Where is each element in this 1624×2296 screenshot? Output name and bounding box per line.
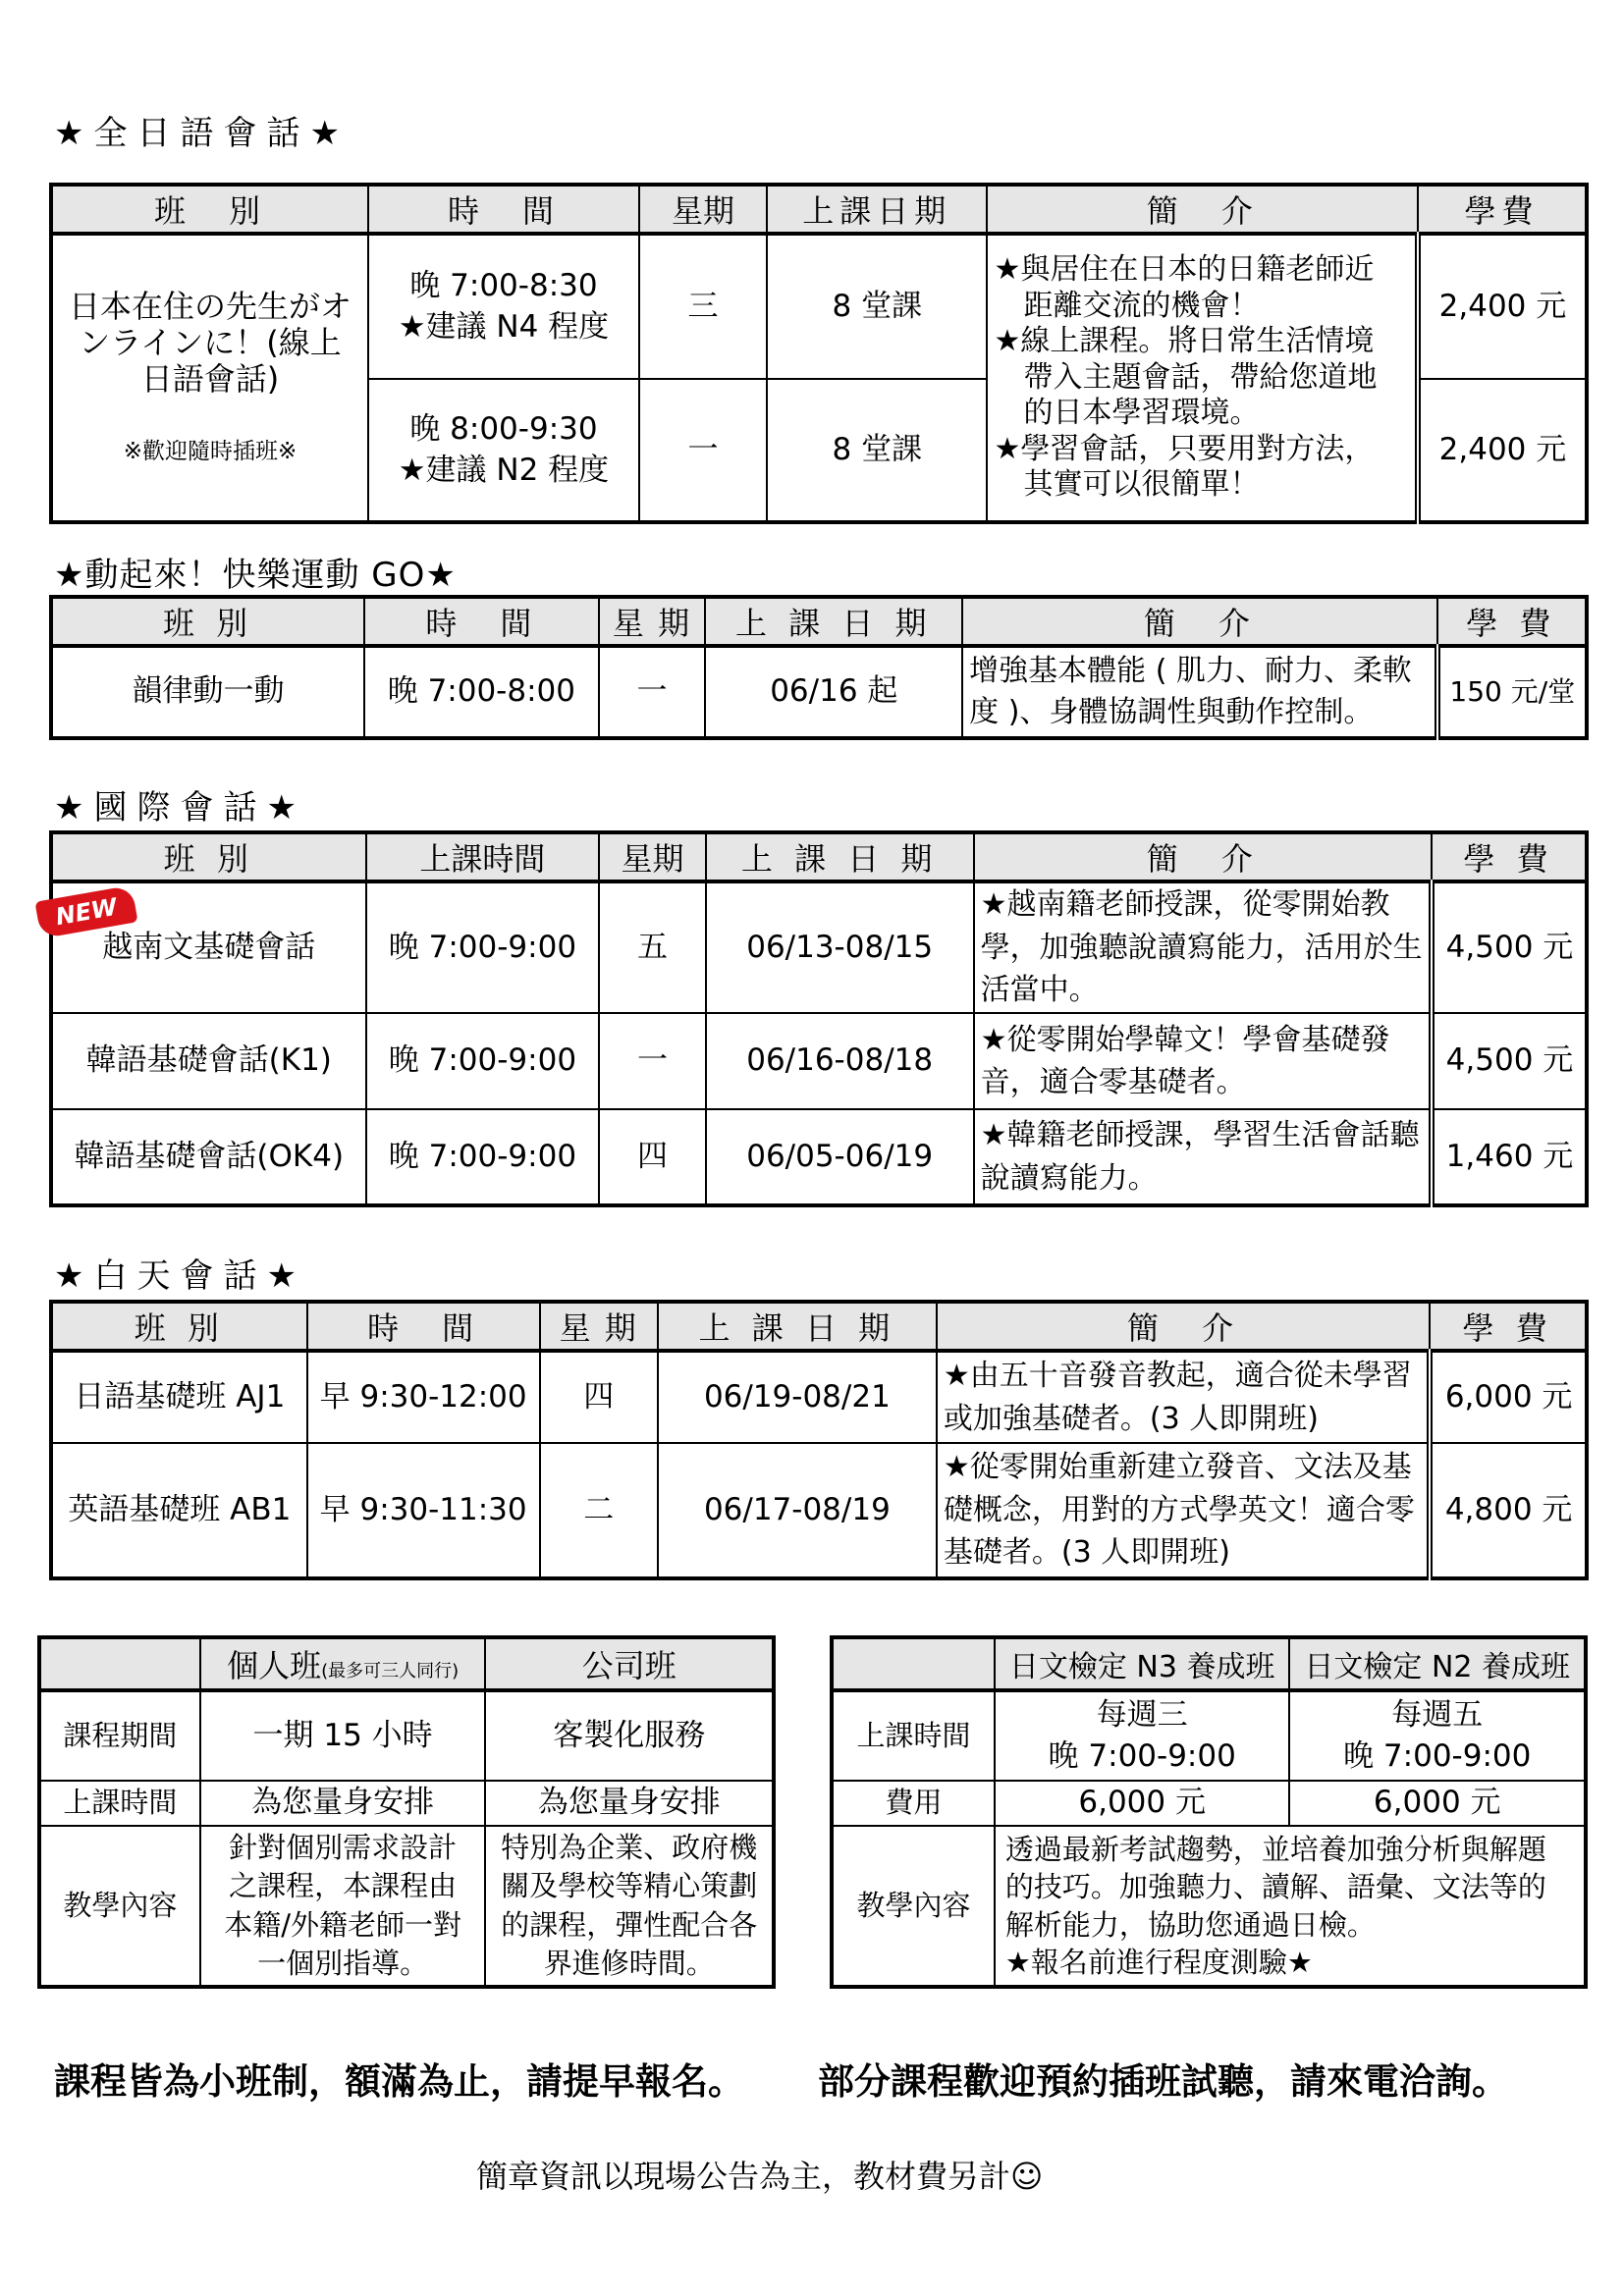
col-header-company: 公司班: [485, 1637, 774, 1690]
day-cell: 四: [540, 1351, 658, 1443]
daytime-table: [49, 1300, 1589, 1580]
cell: 6,000 元: [1289, 1781, 1586, 1826]
desc-cell: ★由五十音發音教起，適合從未學習或加強基礎者。(3 人即開班): [937, 1351, 1430, 1443]
col-header-class: 班 別: [51, 832, 366, 881]
row-label: 上課時間: [832, 1690, 995, 1781]
private-company-table: [37, 1635, 776, 1989]
level-value: ★建議 N4 程度: [398, 308, 610, 345]
class-name: 韓語基礎會話(K1): [51, 1013, 366, 1109]
private-label: 個人班: [227, 1647, 322, 1684]
desc-line: 的日本學習環境。: [994, 396, 1260, 431]
col-header-class: 班 別: [51, 1302, 307, 1351]
desc-line: 帶入主題會話，帶給您道地: [994, 359, 1378, 395]
dates-cell: 06/17-08/19: [658, 1443, 937, 1578]
content-text: 透過最新考試趨勢，並培養加強分析與解題的技巧。加強聽力、讀解、語彙、文法等的解析能力，協助您通過日檢。: [1004, 1832, 1546, 1942]
cell-day: 每週五: [1391, 1696, 1484, 1733]
cell-time: 晚 7:00-9:00: [1343, 1737, 1532, 1774]
day-cell: 三: [639, 234, 767, 379]
desc-line: 其實可以很簡單！: [994, 467, 1260, 503]
content-cell: [995, 1826, 1586, 1987]
corner-cell: [39, 1637, 200, 1690]
class-name: 越南文基礎會話: [51, 881, 366, 1013]
col-header-fee: 學費: [1418, 185, 1587, 234]
small-class-note: 課程皆為小班制，額滿為止，請提早報名。: [54, 2060, 744, 2103]
dates-cell: 8 堂課: [767, 234, 987, 379]
col-header-fee: 學 費: [1437, 597, 1587, 646]
fee-cell: 4,500 元: [1432, 1013, 1587, 1109]
time-cell: 晚 7:00-9:00: [366, 1109, 600, 1205]
col-header-time: 時 間: [307, 1302, 540, 1351]
col-header-dates: 上 課 日 期: [658, 1302, 937, 1351]
col-header-class: 班 別: [51, 597, 364, 646]
day-cell: 四: [599, 1109, 705, 1205]
class-note: ※歡迎隨時插班※: [123, 438, 298, 464]
col-header-private: [200, 1637, 486, 1690]
desc-line: ★與居住在日本的日籍老師近: [994, 251, 1375, 287]
col-header-time: 上課時間: [366, 832, 600, 881]
day-cell: 二: [540, 1443, 658, 1578]
dates-cell: 8 堂課: [767, 379, 987, 522]
cell-time: 晚 7:00-9:00: [1048, 1737, 1236, 1774]
cell: [1289, 1690, 1586, 1781]
jlpt-table: [830, 1635, 1588, 1989]
private-note: (最多可三人同行): [321, 1661, 460, 1682]
row-label: 教學內容: [832, 1826, 995, 1987]
class-name: 韻律動一動: [51, 646, 364, 738]
international-table: [49, 830, 1589, 1207]
col-header-day: 星期: [639, 185, 767, 234]
desc-line: 距離交流的機會！: [994, 288, 1260, 323]
col-header-dates: 上 課 日 期: [705, 597, 962, 646]
fee-cell: 2,400 元: [1418, 379, 1587, 522]
class-name: 日本在住の先生がオンラインに！(線上日語會話): [69, 288, 352, 398]
desc-cell: ★從零開始重新建立發音、文法及基礎概念，用對的方式學英文！適合零基礎者。(3 人即開班): [937, 1443, 1430, 1578]
cell: 針對個別需求設計之課程，本課程由本籍/外籍老師一對一個別指導。: [200, 1826, 486, 1987]
class-name: 日語基礎班 AJ1: [51, 1351, 307, 1443]
dates-cell: 06/05-06/19: [706, 1109, 974, 1205]
time-cell: 早 9:30-11:30: [307, 1443, 540, 1578]
class-name-cell: [51, 234, 368, 522]
class-name: 英語基礎班 AB1: [51, 1443, 307, 1578]
cell-day: 每週三: [1096, 1696, 1188, 1733]
time-cell: 晚 7:00-8:00: [364, 646, 599, 738]
col-header-dates: 上課日期: [767, 185, 987, 234]
time-cell: [368, 379, 639, 522]
corner-cell: [832, 1637, 995, 1690]
footer-note: 簡章資訊以現場公告為主，教材費另計☺: [476, 2158, 1044, 2195]
time-cell: 晚 7:00-9:00: [366, 881, 600, 1013]
row-label: 上課時間: [39, 1781, 200, 1826]
fee-cell: 1,460 元: [1432, 1109, 1587, 1205]
row-label: 課程期間: [39, 1690, 200, 1781]
dates-cell: 06/13-08/15: [706, 881, 974, 1013]
col-header-day: 星期: [599, 832, 705, 881]
dates-cell: 06/16 起: [705, 646, 962, 738]
desc-cell: 增強基本體能 ( 肌力、耐力、柔軟度 )、身體協調性與動作控制。: [962, 646, 1436, 738]
day-cell: 一: [639, 379, 767, 522]
cell: [995, 1690, 1290, 1781]
desc-cell: [987, 234, 1417, 522]
col-header-fee: 學 費: [1432, 832, 1587, 881]
row-label: 教學內容: [39, 1826, 200, 1987]
col-header-day: 星 期: [599, 597, 706, 646]
class-name: 韓語基礎會話(OK4): [51, 1109, 366, 1205]
col-header-desc: 簡 介: [987, 185, 1417, 234]
col-header-dates: 上 課 日 期: [706, 832, 974, 881]
col-header-fee: 學 費: [1430, 1302, 1587, 1351]
cell: 為您量身安排: [485, 1781, 774, 1826]
col-header-time: 時 間: [364, 597, 599, 646]
day-cell: 一: [599, 646, 706, 738]
new-badge: NEW: [34, 885, 137, 939]
col-header-desc: 簡 介: [962, 597, 1436, 646]
desc-cell: ★越南籍老師授課，從零開始教學，加強聽說讀寫能力，活用於生活當中。: [974, 881, 1432, 1013]
time-cell: [368, 234, 639, 379]
fee-cell: 150 元/堂: [1437, 646, 1587, 738]
fee-cell: 4,800 元: [1430, 1443, 1587, 1578]
dates-cell: 06/19-08/21: [658, 1351, 937, 1443]
col-header-desc: 簡 介: [974, 832, 1432, 881]
section-title-exercise: ★動起來！快樂運動 GO★: [54, 556, 457, 595]
level-value: ★建議 N2 程度: [398, 452, 610, 488]
cell: 一期 15 小時: [200, 1690, 486, 1781]
row-label: 費用: [832, 1781, 995, 1826]
col-header-time: 時 間: [368, 185, 639, 234]
trial-note: 部分課程歡迎預約插班試聽，請來電洽詢。: [818, 2060, 1508, 2103]
section-title-japanese-conversation: ★全日語會話★: [54, 114, 350, 153]
section-title-international: ★國際會話★: [54, 788, 306, 828]
desc-line: ★線上課程。將日常生活情境: [994, 324, 1375, 359]
col-header-n3: 日文檢定 N3 養成班: [995, 1637, 1290, 1690]
section-title-daytime: ★白天會話★: [54, 1256, 306, 1296]
col-header-n2: 日文檢定 N2 養成班: [1289, 1637, 1586, 1690]
dates-cell: 06/16-08/18: [706, 1013, 974, 1109]
fee-cell: 2,400 元: [1418, 234, 1587, 379]
col-header-day: 星 期: [540, 1302, 658, 1351]
col-header-class: 班 別: [51, 185, 368, 234]
fee-cell: 6,000 元: [1430, 1351, 1587, 1443]
day-cell: 五: [599, 881, 705, 1013]
time-cell: 晚 7:00-9:00: [366, 1013, 600, 1109]
desc-cell: ★從零開始學韓文！學會基礎發音，適合零基礎者。: [974, 1013, 1432, 1109]
cell: 客製化服務: [485, 1690, 774, 1781]
japanese-conversation-table: [49, 183, 1589, 524]
time-value: 晚 7:00-8:30: [409, 267, 598, 303]
cell: 為您量身安排: [200, 1781, 486, 1826]
day-cell: 一: [599, 1013, 705, 1109]
cell: 6,000 元: [995, 1781, 1290, 1826]
content-note: ★報名前進行程度測驗★: [1004, 1945, 1313, 1979]
time-value: 晚 8:00-9:30: [409, 410, 598, 447]
fee-cell: 4,500 元: [1432, 881, 1587, 1013]
time-cell: 早 9:30-12:00: [307, 1351, 540, 1443]
desc-line: ★學習會話，只要用對方法，: [994, 431, 1375, 466]
desc-cell: ★韓籍老師授課，學習生活會話聽說讀寫能力。: [974, 1109, 1432, 1205]
col-header-desc: 簡 介: [937, 1302, 1430, 1351]
cell: 特別為企業、政府機關及學校等精心策劃的課程，彈性配合各界進修時間。: [485, 1826, 774, 1987]
exercise-table: [49, 595, 1589, 740]
